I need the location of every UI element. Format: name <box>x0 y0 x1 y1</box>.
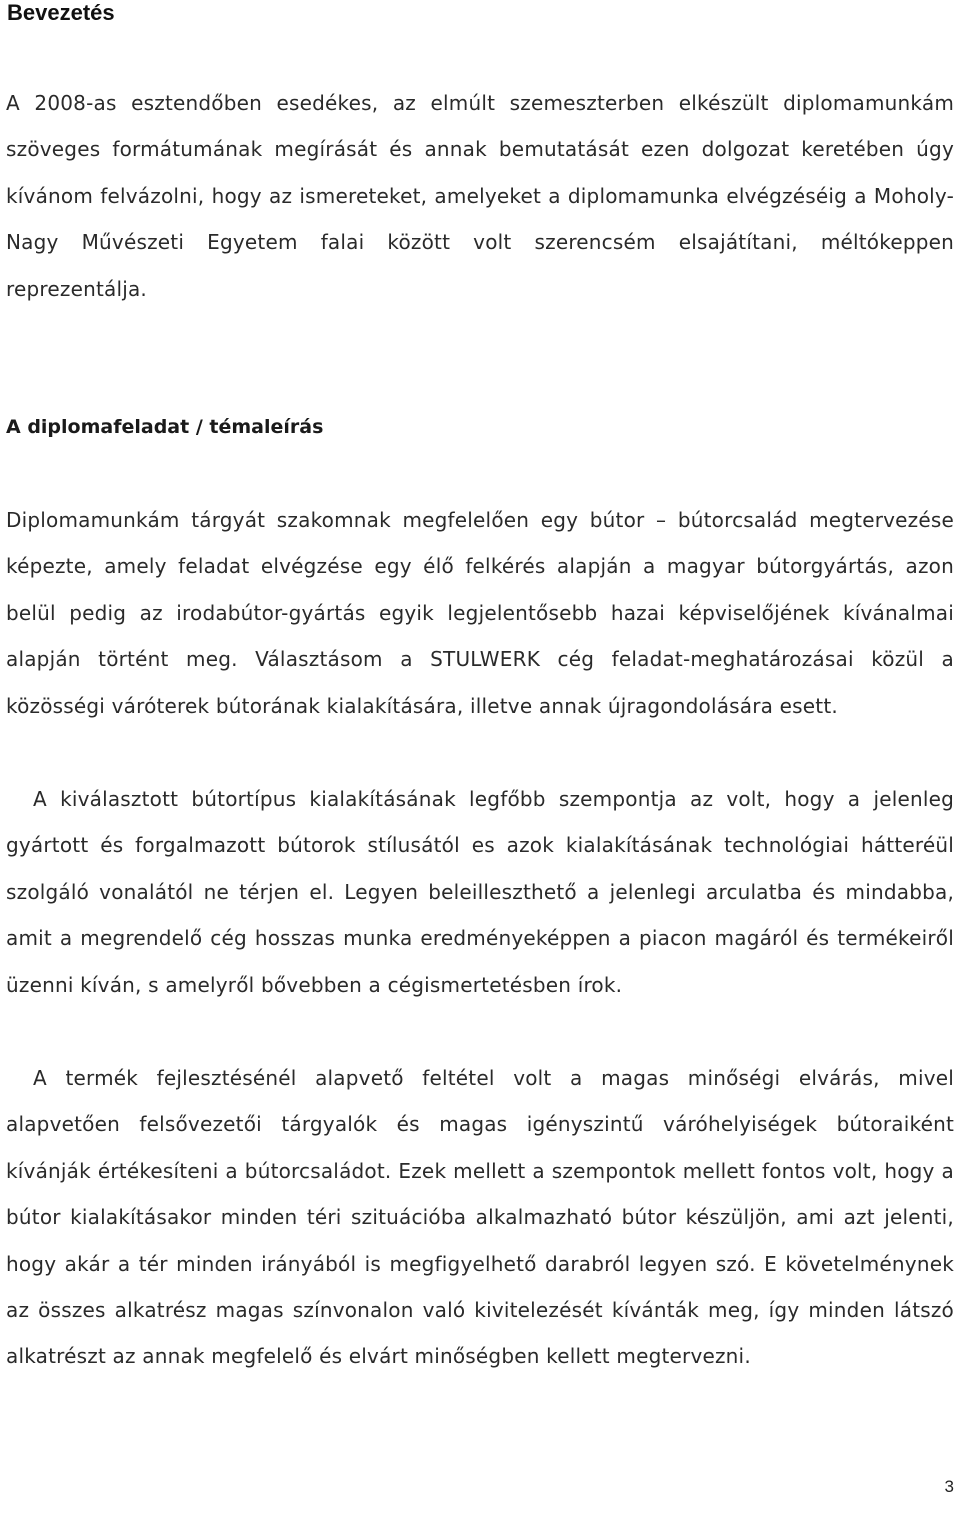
task-paragraph-3: A termék fejlesztésénél alapvető feltétel volt a magas minőségi elvárás, mivel alapvetően felsővezetői tárgyalók és magas igényszintű váróhelyiségek bútoraiként kívánják értékesíteni a bútorcsaládot. Ezek mellett a szempontok mellett fontos volt, hogy a bútor kialakításakor minden téri szituációba alkalmazható bútor készüljön, ami azt jelenti, hogy akár a tér minden irányából is megfigyelhető darabról legyen szó. E követelménynek az összes alkatrész magas színvonalon való kivitelezését kívánták meg, így minden látszó alkatrészt az annak megfelelő és elvárt minőségben kellett megtervezni. <box>6 1066 954 1369</box>
task-paragraph-2: A kiválasztott bútortípus kialakításának legfőbb szempontja az volt, hogy a jelenleg gyártott és forgalmazott bútorok stílusától es azok kialakításának technológiai hátteréül szolgáló vonalától ne térjen el. Legyen beleilleszthető a jelenlegi arculatba és mindabba, amit a megrendelő cég hosszas munka eredményeképpen a piacon magáról és termékeiről üzenni kíván, s amelyről bővebben a cégismertetésben írok. <box>6 787 954 997</box>
section-heading-task-description: A diplomafeladat / témaleírás <box>6 416 324 438</box>
section-heading-introduction: Bevezetés <box>7 0 115 25</box>
introduction-paragraph: A 2008-as esztendőben esedékes, az elmúlt szemeszterben elkészült diplomamunkám szöveges formátumának megírását és annak bemutatását ezen dolgozat keretében úgy kívánom felvázolni, hogy az ismereteket, amelyeket a diplomamunka elvégzéséig a Moholy-Nagy Művészeti Egyetem falai között volt szerencsém elsajátítani, méltókeppen reprezentálja. <box>6 91 954 301</box>
task-paragraph-1: Diplomamunkám tárgyát szakomnak megfelelően egy bútor – bútorcsalád megtervezése képezte, amely feladat elvégzése egy élő felkérés alapján a magyar bútorgyártás, azon belül pedig az irodabútor-gyártás egyik legjelentősebb hazai képviselőjének kívánalmai alapján történt meg. Választásom a STULWERK cég feladat-meghatározásai közül a közösségi váróterek bútorának kialakítására, illetve annak újragondolására esett. <box>6 508 954 718</box>
page-number: 3 <box>944 1477 954 1496</box>
